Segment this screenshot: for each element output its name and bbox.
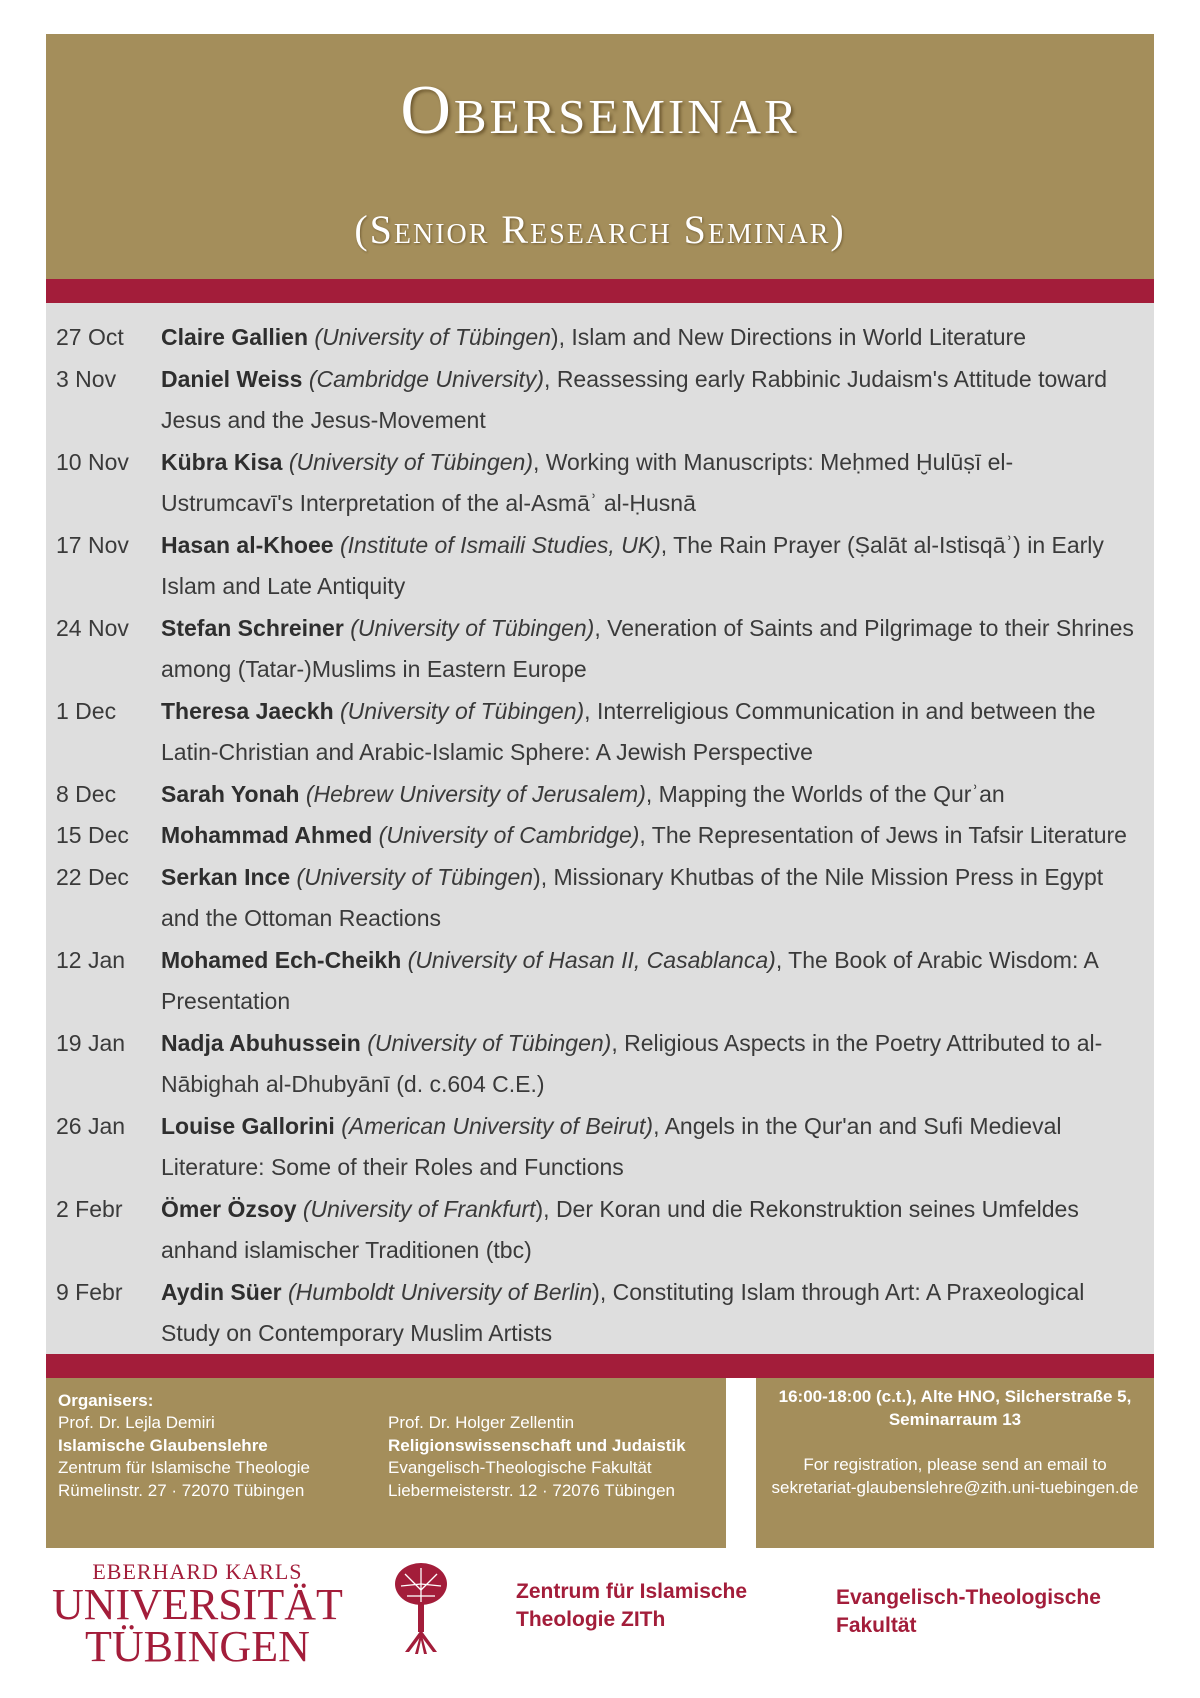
schedule-entry: [46, 608, 1154, 691]
speaker-affiliation: (University of Tübingen): [288, 448, 533, 475]
talk-title: , The Rain Prayer (Ṣalāt al-Istisqāʾ) in Early Islam and Late Antiquity: [161, 531, 1104, 599]
uni-logo-line2: UNIVERSITÄT: [52, 1580, 343, 1629]
entry-body: [161, 857, 1154, 940]
university-tuebingen-logo: [52, 1559, 343, 1671]
schedule-entry: [46, 1023, 1154, 1106]
speaker-name: Claire Gallien: [161, 324, 309, 350]
speaker-affiliation: (University of Tübingen: [296, 863, 534, 890]
organiser-address: Rümelinstr. 27 · 72070 Tübingen: [58, 1480, 305, 1500]
speaker-affiliation: (Cambridge University): [308, 365, 545, 392]
schedule-entry: [46, 815, 1154, 857]
page-title: Oberseminar: [400, 72, 800, 149]
header-banner: [46, 34, 1154, 279]
speaker-affiliation: (University of Cambridge): [378, 822, 640, 848]
venue-time-location: 16:00-18:00 (c.t.), Alte HNO, Silcherstraße 5, Seminarraum 13: [778, 1387, 1132, 1429]
entry-body: [161, 691, 1154, 774]
talk-title: , The Book of Arabic Wisdom: A Presentation: [161, 946, 1098, 1014]
speaker-name: Aydin Süer: [161, 1278, 282, 1305]
page-subtitle: (Senior Research Seminar): [354, 207, 846, 252]
zith-logo-text: [516, 1578, 747, 1634]
entry-date: 12 Jan: [56, 946, 126, 973]
schedule-entry: [46, 1272, 1154, 1355]
entry-body: [161, 1272, 1154, 1355]
talk-title: ), Constituting Islam through Art: A Praxeological Study on Contemporary Muslim Artists: [161, 1278, 1085, 1346]
talk-title: , The Representation of Jews in Tafsir Literature: [639, 822, 1127, 848]
speaker-name: Hasan al-Khoee: [161, 531, 334, 558]
speaker-name: Louise Gallorini: [161, 1112, 335, 1139]
speaker-affiliation: (Hebrew University of Jerusalem): [305, 780, 646, 807]
speaker-affiliation: (Humboldt University of Berlin: [287, 1278, 593, 1305]
entry-body: [161, 608, 1154, 691]
talk-title: , Working with Manuscripts: Meḥmed Ḫulūṣī el-Ustrumcavī's Interpretation of the al-Asmāʾ al-Ḥusnā: [161, 448, 1014, 516]
entry-date: 9 Febr: [56, 1278, 123, 1305]
organiser-address: Liebermeisterstr. 12 · 72076 Tübingen: [388, 1480, 675, 1500]
logo-row: [46, 1560, 1154, 1680]
entry-date: 10 Nov: [56, 448, 129, 475]
organiser-name: Prof. Dr. Lejla Demiri: [58, 1413, 215, 1432]
talk-title: ), Islam and New Directions in World Literature: [550, 324, 1026, 350]
schedule-entry: [46, 525, 1154, 608]
entry-date: 19 Jan: [56, 1029, 126, 1056]
speaker-name: Serkan Ince: [161, 863, 291, 890]
speaker-name: Sarah Yonah: [161, 780, 300, 807]
entry-date: 1 Dec: [56, 697, 117, 724]
entry-body: [161, 815, 1154, 857]
speaker-name: Stefan Schreiner: [161, 614, 344, 641]
uni-logo-line3: TÜBINGEN: [85, 1622, 310, 1671]
evf-line1: Evangelisch-Theologische: [836, 1586, 1101, 1609]
entry-body: [161, 1106, 1154, 1189]
speaker-name: Daniel Weiss: [161, 365, 303, 392]
organisers-label: Organisers:: [58, 1391, 154, 1410]
organisers-panel: [46, 1378, 726, 1548]
evf-line2: Fakultät: [836, 1614, 917, 1637]
entry-date: 8 Dec: [56, 780, 117, 807]
venue-panel: [756, 1378, 1154, 1548]
talk-title: , Angels in the Qur'an and Sufi Medieval Literature: Some of their Roles and Functions: [161, 1112, 1062, 1180]
talk-title: , Veneration of Saints and Pilgrimage to their Shrines among (Tatar-)Muslims in Eastern Europe: [161, 614, 1134, 682]
talk-title: , Reassessing early Rabbinic Judaism's Attitude toward Jesus and the Jesus-Movement: [161, 365, 1108, 433]
schedule-entry: [46, 691, 1154, 774]
entry-body: [161, 525, 1154, 608]
entry-date: 15 Dec: [56, 822, 129, 848]
tree-logo-icon: [391, 1560, 451, 1661]
schedule-panel: [46, 303, 1154, 1354]
speaker-affiliation: (Institute of Ismaili Studies, UK): [339, 531, 661, 558]
speaker-affiliation: (University of Tübingen): [350, 614, 595, 641]
organiser-name: Prof. Dr. Holger Zellentin: [388, 1413, 575, 1432]
speaker-name: Kübra Kisa: [161, 448, 283, 475]
talk-title: , Mapping the Worlds of the Qurʾan: [645, 780, 1005, 807]
entry-body: [161, 1189, 1154, 1272]
divider-bar-bottom: [46, 1354, 1154, 1378]
entry-body: [161, 317, 1154, 359]
entry-body: [161, 940, 1154, 1023]
schedule-entry: [46, 940, 1154, 1023]
zith-line2: Theologie ZITh: [516, 1608, 666, 1631]
speaker-name: Nadja Abuhussein: [161, 1029, 361, 1056]
organiser-institution: Evangelisch-Theologische Fakultät: [388, 1458, 652, 1477]
evtheol-logo-text: [836, 1584, 1101, 1640]
schedule-list: [46, 317, 1154, 1355]
organiser-zellentin: [388, 1412, 718, 1502]
entry-date: 2 Febr: [56, 1195, 123, 1222]
registration-note: For registration, please send an email to sekretariat-glaubenslehre@zith.uni-tuebingen.de: [771, 1455, 1139, 1497]
zith-line1: Zentrum für Islamische: [516, 1580, 748, 1603]
entry-date: 3 Nov: [56, 365, 117, 392]
entry-date: 22 Dec: [56, 863, 129, 890]
schedule-entry: [46, 857, 1154, 940]
entry-date: 27 Oct: [56, 324, 124, 350]
speaker-affiliation: (University of Frankfurt: [302, 1195, 536, 1222]
schedule-entry: [46, 774, 1154, 816]
speaker-affiliation: (University of Hasan II, Casablanca): [407, 946, 776, 973]
schedule-entry: [46, 317, 1154, 359]
schedule-entry: [46, 1189, 1154, 1272]
talk-title: ), Missionary Khutbas of the Nile Mission Press in Egypt and the Ottoman Reactions: [161, 863, 1104, 931]
speaker-name: Theresa Jaeckh: [161, 697, 334, 724]
organiser-dept: Islamische Glaubenslehre: [58, 1435, 268, 1455]
entry-body: [161, 442, 1154, 525]
organiser-demiri: [58, 1412, 378, 1502]
divider-bar-top: [46, 279, 1154, 303]
organiser-institution: Zentrum für Islamische Theologie: [58, 1458, 310, 1477]
talk-title: , Religious Aspects in the Poetry Attributed to al-Nābighah al-Dhubyānī (d. c.604 C.E.): [161, 1029, 1103, 1097]
uni-logo-line1: EBERHARD KARLS: [92, 1559, 303, 1584]
entry-date: 26 Jan: [56, 1112, 126, 1139]
entry-body: [161, 1023, 1154, 1106]
speaker-affiliation: (University of Tübingen): [367, 1029, 612, 1056]
organiser-dept: Religionswissenschaft und Judaistik: [388, 1435, 686, 1455]
speaker-affiliation: (American University of Beirut): [341, 1112, 654, 1139]
speaker-affiliation: (University of Tübingen): [340, 697, 585, 724]
speaker-name: Mohammad Ahmed: [161, 822, 373, 848]
schedule-entry: [46, 359, 1154, 442]
entry-body: [161, 359, 1154, 442]
schedule-entry: [46, 442, 1154, 525]
talk-title: ), Der Koran und die Rekonstruktion seines Umfeldes anhand islamischer Traditionen (tbc): [161, 1195, 1079, 1263]
schedule-entry: [46, 1106, 1154, 1189]
entry-date: 17 Nov: [56, 531, 129, 558]
entry-date: 24 Nov: [56, 614, 129, 641]
talk-title: , Interreligious Communication in and between the Latin-Christian and Arabic-Islamic Sphere: A Jewish Perspective: [161, 697, 1096, 765]
speaker-name: Ömer Özsoy: [161, 1195, 297, 1222]
entry-body: [161, 774, 1154, 816]
speaker-affiliation: (University of Tübingen: [314, 324, 551, 350]
speaker-name: Mohamed Ech-Cheikh: [161, 946, 402, 973]
